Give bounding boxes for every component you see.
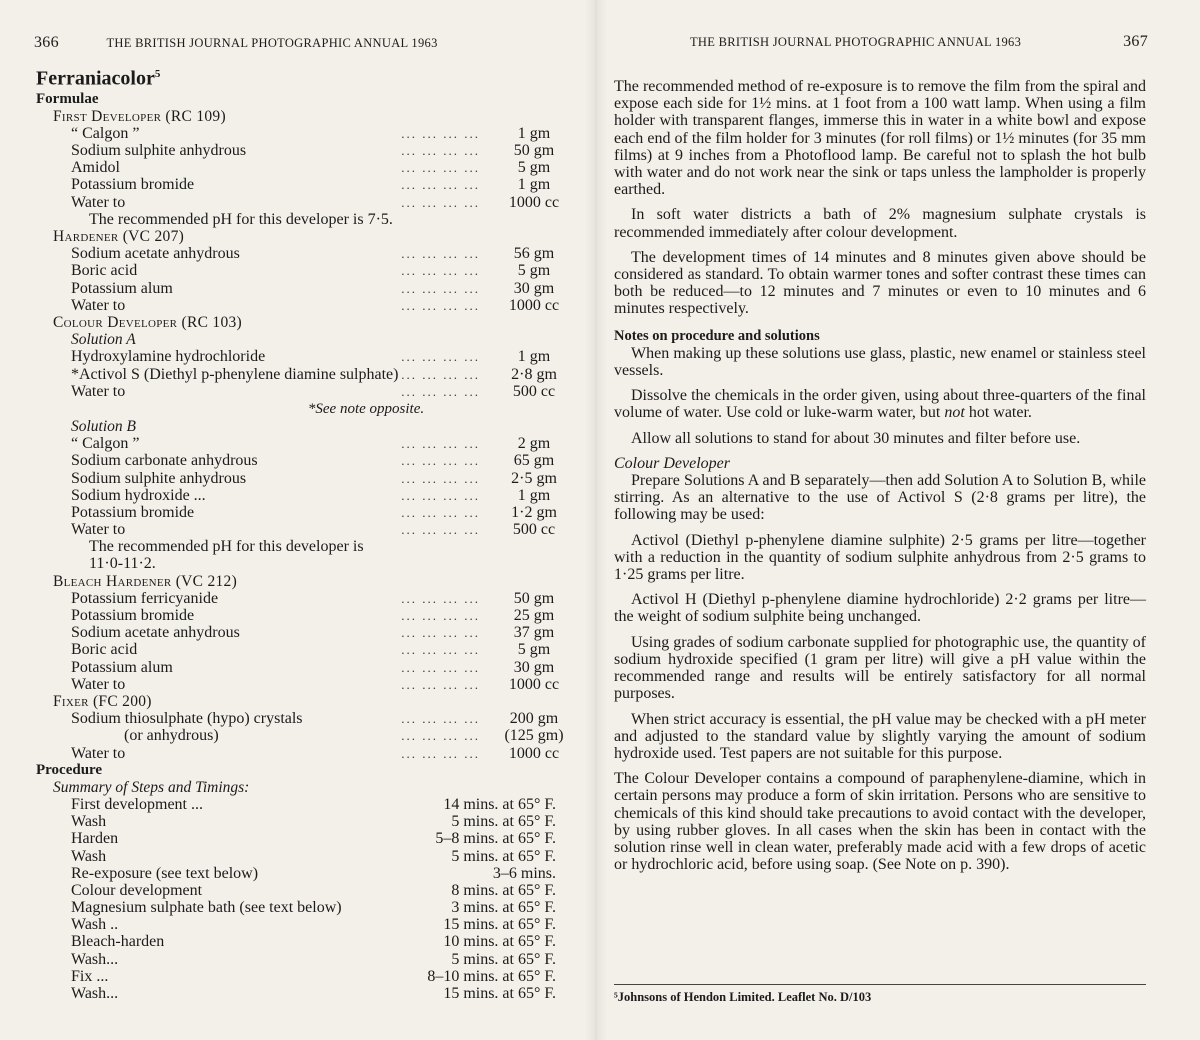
leader-dots: ... ... ... ... (401, 487, 480, 503)
step-name: First development ... (71, 795, 203, 813)
paragraph: Prepare Solutions A and B separately—then add Solution A to Solution B, while stirring. As an alternative to the use of Activol S (2·8 grams per litre), the following may be used: (614, 472, 1146, 524)
paragraph: Allow all solutions to stand for about 30 minutes and filter before use. (631, 429, 1081, 447)
procedure-step (36, 899, 576, 916)
step-name: Colour development (71, 881, 203, 899)
step-time: 15 mins. at 65° F. (443, 916, 556, 934)
page-title: Ferraniacolor$^5$ (36, 67, 161, 90)
chemical-amount: 2·8 gm (511, 365, 557, 383)
chemical-name: Sodium hydroxide ... (71, 486, 206, 504)
procedure-heading: Procedure (36, 761, 103, 778)
leader-dots: ... ... ... ... (401, 608, 480, 624)
ph-note-line2: 11·0-11·2. (89, 555, 156, 573)
formula-row (36, 348, 576, 365)
chemical-name: Water to (71, 521, 126, 539)
formula-row (36, 676, 576, 693)
leader-dots: ... ... ... ... (401, 263, 480, 279)
formula-row (36, 607, 576, 624)
chemical-amount: 50 gm (513, 142, 555, 160)
solution-a-heading: Solution A (71, 331, 136, 349)
leader-dots: ... ... ... ... (401, 745, 480, 761)
step-time: 5 mins. at 65° F. (451, 813, 556, 831)
chemical-amount: 1 gm (517, 124, 551, 142)
chemical-name: Water to (71, 193, 126, 211)
leader-dots: ... ... ... ... (401, 366, 480, 382)
chemical-amount: 1·2 gm (511, 503, 557, 521)
formula-row (36, 366, 576, 383)
leader-dots: ... ... ... ... (401, 297, 480, 313)
procedure-step (36, 796, 576, 813)
formula-row (36, 727, 576, 744)
footnote: ⁵Johnsons of Hendon Limited. Leaflet No. D/103 (614, 990, 872, 1004)
chemical-name: Water to (71, 382, 126, 400)
footnote-rule (614, 984, 1146, 985)
chemical-amount: 1000 cc (508, 744, 560, 762)
chemical-amount: 25 gm (513, 607, 555, 625)
chemical-amount: 30 gm (513, 658, 555, 676)
leader-dots: ... ... ... ... (401, 436, 480, 452)
leader-dots: ... ... ... ... (401, 625, 480, 641)
chemical-name: *Activol S (Diethyl p-phenylene diamine sulphate) (71, 365, 399, 383)
running-header-left (34, 34, 438, 52)
chemical-name: (or anhydrous) (124, 727, 219, 745)
bleach-rows (36, 590, 576, 693)
chemical-name: “ Calgon ” (71, 435, 140, 453)
formula-row (36, 245, 576, 262)
step-name: Wash (71, 813, 107, 831)
formula-row (36, 383, 576, 400)
leader-dots: ... ... ... ... (401, 177, 480, 193)
chemical-name: Sodium thiosulphate (hypo) crystals (71, 710, 303, 728)
leader-dots: ... ... ... ... (401, 711, 480, 727)
formula-row (36, 435, 576, 452)
step-time: 8–10 mins. at 65° F. (427, 967, 556, 985)
leader-dots: ... ... ... ... (401, 504, 480, 520)
formula-row (36, 710, 576, 727)
formula-row (36, 659, 576, 676)
leader-dots: ... ... ... ... (401, 125, 480, 141)
formula-sections (36, 108, 576, 314)
chemical-amount: 500 cc (512, 382, 556, 400)
step-time: 5 mins. at 65° F. (451, 847, 556, 865)
leader-dots: ... ... ... ... (401, 246, 480, 262)
formula-row (36, 641, 576, 658)
step-time: 3 mins. at 65° F. (451, 899, 556, 917)
procedure-step (36, 848, 576, 865)
chemical-name: Boric acid (71, 262, 138, 280)
page-number-left: 366 (34, 34, 59, 51)
procedure-step (36, 933, 576, 950)
chemical-amount: 56 gm (513, 245, 555, 263)
solution-b-rows (36, 435, 576, 538)
chemical-name: Water to (71, 675, 126, 693)
page-number-right: 367 (1123, 33, 1148, 50)
chemical-amount: (125 gm) (504, 727, 564, 745)
left-page (0, 0, 590, 1040)
procedure-step (36, 882, 576, 899)
formula-row (36, 176, 576, 193)
formula-row (36, 297, 576, 314)
formula-row (36, 125, 576, 142)
chemical-name: Sodium acetate anhydrous (71, 624, 240, 642)
section-heading: Colour Developer (RC 103) (53, 313, 243, 331)
step-time: 3–6 mins. (492, 864, 556, 882)
chemical-name: Potassium alum (71, 279, 173, 297)
leader-dots: ... ... ... ... (401, 728, 480, 744)
procedure-step (36, 968, 576, 985)
step-name: Wash... (71, 950, 119, 968)
procedure-step (36, 813, 576, 830)
right-page (600, 0, 1200, 1040)
chemical-name: Boric acid (71, 641, 138, 659)
step-time: 8 mins. at 65° F. (451, 881, 556, 899)
step-time: 5–8 mins. at 65° F. (435, 830, 556, 848)
leader-dots: ... ... ... ... (401, 349, 480, 365)
leader-dots: ... ... ... ... (401, 280, 480, 296)
ph-note: The recommended pH for this developer is 7·5. (89, 210, 393, 228)
formula-row (36, 280, 576, 297)
section-heading: First Developer (RC 109) (53, 107, 226, 125)
formula-row (36, 521, 576, 538)
step-name: Wash (71, 847, 107, 865)
paragraph: The development times of 14 minutes and 8 minutes given above should be considered as standard. To obtain warmer tones and softer contrast these times can both be reduced—to 12 minutes and 7 minutes or even to 10 minutes and 6 minutes respectively. (614, 248, 1146, 318)
section-heading: Bleach Hardener (VC 212) (53, 572, 238, 590)
leader-dots: ... ... ... ... (401, 143, 480, 159)
step-name: Re-exposure (see text below) (71, 864, 259, 882)
step-time: 14 mins. at 65° F. (443, 795, 556, 813)
chemical-amount: 5 gm (517, 159, 551, 177)
running-head-left: THE BRITISH JOURNAL PHOTOGRAPHIC ANNUAL 1963 (106, 36, 438, 50)
leader-dots: ... ... ... ... (401, 160, 480, 176)
chemical-amount: 5 gm (517, 262, 551, 280)
chemical-name: Water to (71, 744, 126, 762)
chemical-amount: 500 cc (512, 521, 556, 539)
formula-row (36, 470, 576, 487)
leader-dots: ... ... ... ... (401, 676, 480, 692)
chemical-amount: 65 gm (513, 452, 555, 470)
formula-row (36, 504, 576, 521)
leader-dots: ... ... ... ... (401, 383, 480, 399)
notes-column (614, 78, 1146, 881)
chemical-amount: 200 gm (509, 710, 559, 728)
chemical-name: Potassium bromide (71, 503, 195, 521)
chemical-amount: 2 gm (517, 435, 551, 453)
ph-note-line1: The recommended pH for this developer is (89, 538, 364, 556)
chemical-name: Amidol (71, 159, 120, 177)
see-note: *See note opposite. (307, 400, 425, 417)
paragraph: Using grades of sodium carbonate supplied for photographic use, the quantity of sodium hydroxide specified (1 gram per litre) will give a pH value within the recommended range and results will be entirely satisfactory for all normal purposes. (614, 633, 1146, 703)
formula-row (36, 262, 576, 279)
chemical-name: Potassium alum (71, 658, 173, 676)
chemical-name: “ Calgon ” (71, 124, 140, 142)
formula-row (36, 624, 576, 641)
step-name: Magnesium sulphate bath (see text below) (71, 899, 342, 917)
formula-row (36, 452, 576, 469)
running-header-right (690, 34, 1160, 50)
chemical-amount: 1000 cc (508, 193, 560, 211)
chemical-amount: 37 gm (513, 624, 555, 642)
chemical-name: Potassium bromide (71, 176, 195, 194)
leader-dots: ... ... ... ... (401, 453, 480, 469)
step-name: Fix ... (71, 967, 109, 985)
colour-developer-heading: Colour Developer (614, 454, 730, 472)
paragraph: Dissolve the chemicals in the order given, using about three-quarters of the final volume of water. Use cold or luke-warm water, but not hot water. (614, 387, 1146, 422)
chemical-amount: 1 gm (517, 348, 551, 366)
chemical-name: Potassium ferricyanide (71, 589, 219, 607)
paragraph: The recommended method of re-exposure is to remove the film from the spiral and expose each side for 1½ mins. at 1 foot from a 100 watt lamp. When using a film holder with transparent flanges, immerse this in water in a white bowl and expose each end of the film holder for 3 minutes (for roll films) or 1½ minutes (for 35 mm films) at 9 inches from a Photoflood lamp. Be careful not to splash the hot bulb with water and do not work near the sink or taps unless the lampholder is properly earthed. (614, 78, 1146, 199)
step-name: Bleach-harden (71, 933, 165, 951)
chemical-amount: 30 gm (513, 279, 555, 297)
formula-row (36, 745, 576, 762)
leader-dots: ... ... ... ... (401, 590, 480, 606)
leader-dots: ... ... ... ... (401, 470, 480, 486)
formulae-column (36, 62, 576, 1002)
paragraph: In soft water districts a bath of 2% magnesium sulphate crystals is recommended immediately after colour development. (614, 206, 1146, 241)
step-time: 15 mins. at 65° F. (443, 985, 556, 1003)
formula-row (36, 590, 576, 607)
procedure-step (36, 951, 576, 968)
chemical-name: Potassium bromide (71, 607, 195, 625)
procedure-step (36, 830, 576, 847)
summary-title: Summary of Steps and Timings: (53, 778, 250, 796)
fixer-rows (36, 710, 576, 762)
solution-b-heading: Solution B (71, 417, 137, 435)
chemical-amount: 1 gm (517, 486, 551, 504)
formula-row (36, 194, 576, 211)
formula-row (36, 142, 576, 159)
chemical-amount: 1 gm (517, 176, 551, 194)
procedure-step (36, 985, 576, 1002)
leader-dots: ... ... ... ... (401, 659, 480, 675)
leader-dots: ... ... ... ... (401, 194, 480, 210)
paragraph: Activol (Diethyl p-phenylene diamine sulphite) 2·5 grams per litre—together with a reduction in the quantity of sodium sulphite anhydrous from 2·5 grams to 1·25 grams per litre. (614, 531, 1146, 584)
paragraph: When making up these solutions use glass, plastic, new enamel or stainless steel vessels. (614, 344, 1146, 380)
chemical-name: Sodium acetate anhydrous (71, 245, 240, 263)
formula-row (36, 487, 576, 504)
chemical-amount: 1000 cc (508, 675, 560, 693)
paragraph: When strict accuracy is essential, the pH value may be checked with a pH meter and adjusted to the standard value by slightly varying the amount of sodium hydroxide used. Test papers are not suitable for this purpose. (614, 710, 1146, 762)
paragraph: Activol H (Diethyl p-phenylene diamine hydrochloride) 2·2 grams per litre—the weight of sodium sulphite being unchanged. (614, 591, 1146, 626)
formulae-heading: Formulae (36, 90, 99, 107)
chemical-amount: 1000 cc (508, 296, 560, 314)
solution-a-rows (36, 348, 576, 400)
leader-dots: ... ... ... ... (401, 642, 480, 658)
procedure-steps (36, 796, 576, 1002)
notes-heading: Notes on procedure and solutions (614, 327, 820, 344)
chemical-name: Sodium sulphite anhydrous (71, 469, 247, 487)
title-footnote-mark: 5 (154, 68, 161, 80)
section-heading: Fixer (FC 200) (53, 692, 152, 710)
section-heading: Hardener (VC 207) (53, 228, 185, 245)
step-time: 5 mins. at 65° F. (451, 950, 556, 968)
procedure-step (36, 916, 576, 933)
chemical-amount: 5 gm (517, 641, 551, 659)
step-name: Wash .. (71, 916, 119, 934)
step-name: Wash... (71, 985, 119, 1003)
procedure-step (36, 865, 576, 882)
step-time: 10 mins. at 65° F. (443, 933, 556, 951)
chemical-name: Sodium carbonate anhydrous (71, 452, 258, 470)
chemical-name: Water to (71, 296, 126, 314)
paragraph: The Colour Developer contains a compound of paraphenylene-diamine, which in certain persons may produce a form of skin irritation. Persons who are sensitive to chemicals of this kind should take precautions to avoid contact with the developer, by using rubber gloves. In all cases when the skin has been in contact with the solution rinse well in clean water, preferably made acid with a few drops of acetic or hydrochloric acid, before using soap. (See Note on p. 390). (614, 770, 1146, 874)
chemical-name: Sodium sulphite anhydrous (71, 142, 247, 160)
chemical-amount: 50 gm (513, 589, 555, 607)
formula-row (36, 159, 576, 176)
leader-dots: ... ... ... ... (401, 522, 480, 538)
step-name: Harden (71, 830, 119, 848)
running-head-right: THE BRITISH JOURNAL PHOTOGRAPHIC ANNUAL 1963 (690, 35, 1022, 49)
chemical-amount: 2·5 gm (511, 469, 557, 487)
chemical-name: Hydroxylamine hydrochloride (71, 348, 266, 366)
